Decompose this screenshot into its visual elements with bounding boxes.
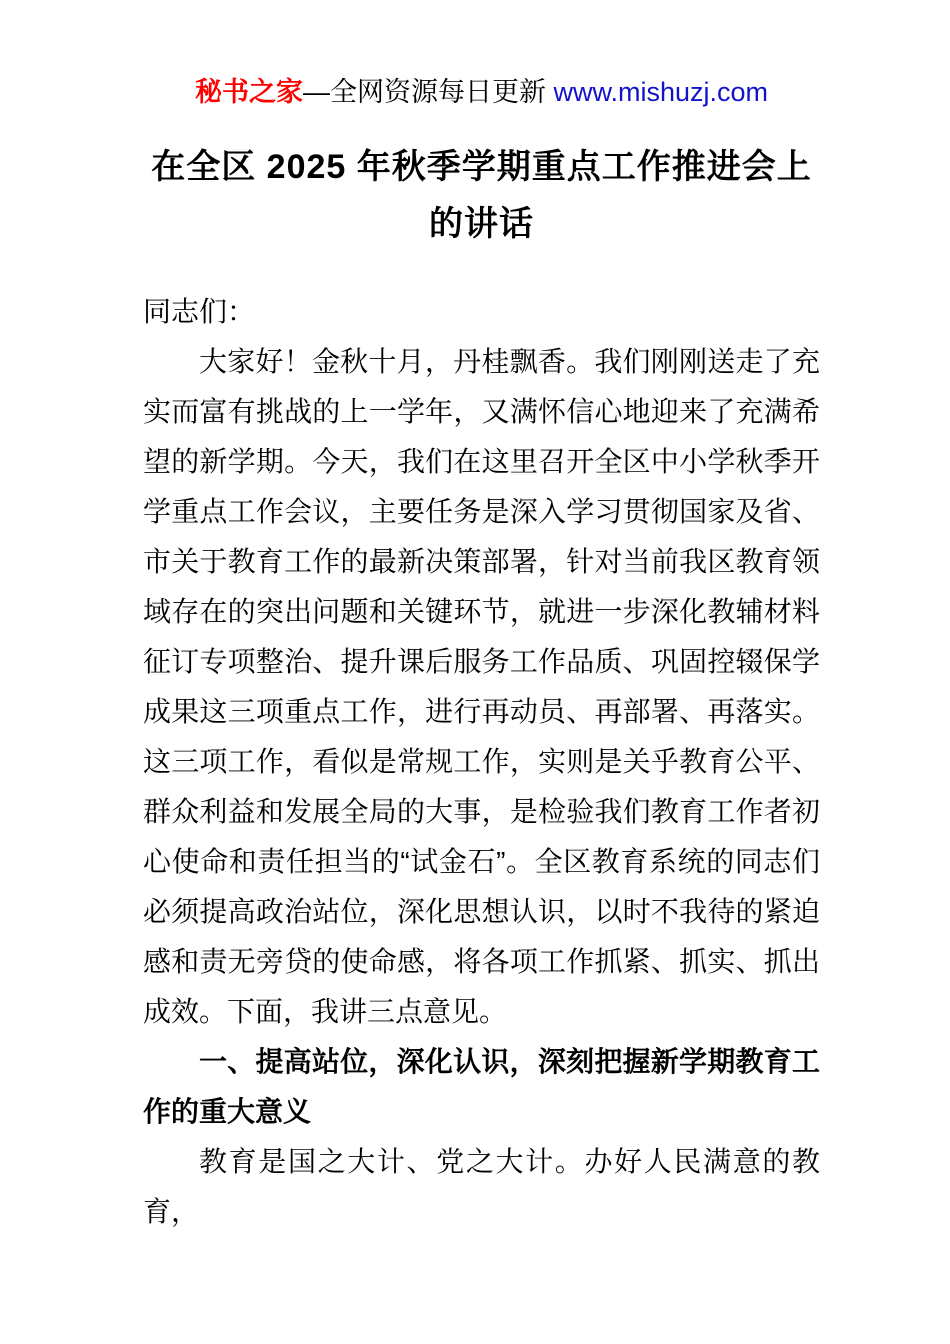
paragraph: 一、提高站位，深化认识，深刻把握新学期教育工作的重大意义 bbox=[143, 1046, 820, 1127]
paragraph: 同志们： bbox=[143, 296, 256, 327]
paragraph: 大家好！金秋十月，丹桂飘香。我们刚刚送走了充实而富有挑战的上一学年，又满怀信心地迎来了充满希望的新学期。今天，我们在这里召开全区中小学秋季开学重点工作会议，主要任务是深入学习贯彻国家及省、市关于教育工作的最新决策部署，针对当前我区教育领域存在的突出问题和关键环节，就进一步深化教辅材料征订专项整治、提升课后服务工作品质、巩固控辍保学成果这三项重点工作，进行再动员、再部署、再落实。这三项工作，看似是常规工作，实则是关乎教育公平、群众利益和发展全局的大事，是检验我们教育工作者初心使命和责任担当的“试金石”。全区教育系统的同志们必须提高政治站位，深化思想认识，以时不我待的紧迫感和责无旁贷的使命感，将各项工作抓紧、抓实、抓出成效。下面，我讲三点意见。 bbox=[143, 346, 820, 1027]
site-tagline: —全网资源每日更新 bbox=[302, 77, 554, 107]
site-brand: 秘书之家 bbox=[194, 77, 303, 107]
site-url-link[interactable]: www.mishuzj.com bbox=[553, 77, 769, 107]
site-header bbox=[143, 76, 820, 109]
document-title: 在全区 2025 年秋季学期重点工作推进会上的讲话 bbox=[151, 148, 812, 243]
paragraph: 教育是国之大计、党之大计。办好人民满意的教育， bbox=[143, 1146, 820, 1227]
document-body bbox=[143, 287, 820, 1237]
